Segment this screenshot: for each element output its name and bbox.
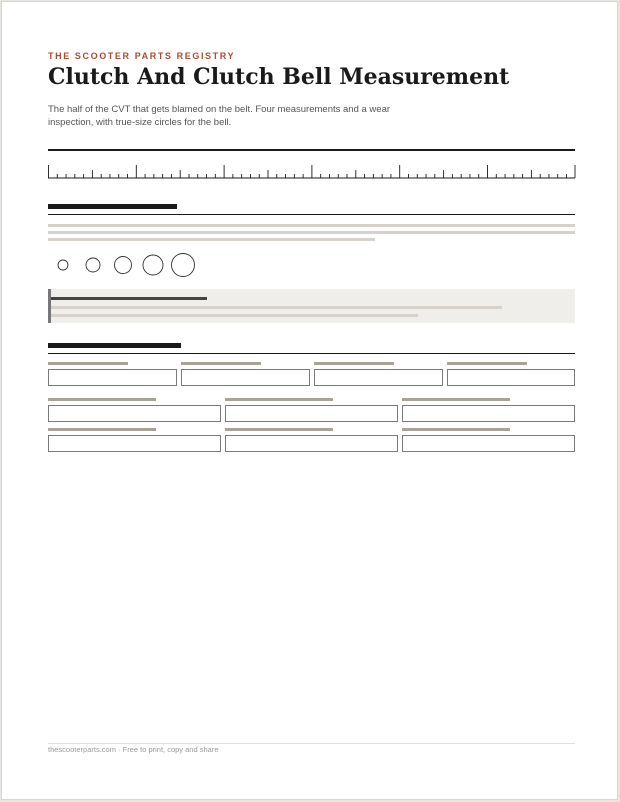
field-label-placeholder xyxy=(314,362,394,365)
size-circle xyxy=(58,260,68,270)
page-subtitle: The half of the CVT that gets blamed on the belt. Four measurements and a wear inspection, with true-size circles for the bell. xyxy=(48,104,391,128)
note-callout xyxy=(48,289,575,323)
measurement-field[interactable] xyxy=(402,435,575,452)
size-circle xyxy=(143,255,163,275)
size-circle xyxy=(86,258,100,272)
section-divider xyxy=(48,214,575,215)
true-size-circles xyxy=(48,251,208,279)
scale-ruler xyxy=(48,162,576,180)
size-circle xyxy=(172,254,195,277)
measurement-field[interactable] xyxy=(447,369,575,386)
field-label-placeholder xyxy=(181,362,261,365)
measurement-field[interactable] xyxy=(225,435,398,452)
registry-kicker: THE SCOOTER PARTS REGISTRY xyxy=(48,51,236,61)
note-text-placeholder xyxy=(51,314,418,317)
note-text-placeholder xyxy=(51,306,502,309)
measurement-field[interactable] xyxy=(48,369,177,386)
page-title: Clutch And Clutch Bell Measurement xyxy=(48,64,510,90)
section-heading-bar xyxy=(48,343,181,348)
measurement-field[interactable] xyxy=(402,405,575,422)
field-label-placeholder xyxy=(402,428,510,431)
body-text-placeholder xyxy=(48,238,375,241)
note-heading-placeholder xyxy=(51,297,207,300)
field-label-placeholder xyxy=(48,398,156,401)
ruler-ticks xyxy=(49,165,576,178)
measurement-field[interactable] xyxy=(181,369,310,386)
body-text-placeholder xyxy=(48,224,575,227)
measurement-field[interactable] xyxy=(314,369,443,386)
document-page xyxy=(1,1,618,800)
footer-text: thescooterparts.com · Free to print, copy and share xyxy=(48,745,219,754)
field-label-placeholder xyxy=(447,362,527,365)
footer-divider xyxy=(48,743,575,744)
measurement-field[interactable] xyxy=(48,405,221,422)
section-heading-bar xyxy=(48,204,177,209)
measurement-field[interactable] xyxy=(48,435,221,452)
field-label-placeholder xyxy=(225,428,333,431)
body-text-placeholder xyxy=(48,231,575,234)
size-circle xyxy=(115,257,132,274)
field-label-placeholder xyxy=(48,428,156,431)
field-label-placeholder xyxy=(225,398,333,401)
section-divider xyxy=(48,353,575,354)
measurement-field[interactable] xyxy=(225,405,398,422)
header-divider xyxy=(48,149,575,151)
field-label-placeholder xyxy=(48,362,128,365)
field-label-placeholder xyxy=(402,398,510,401)
